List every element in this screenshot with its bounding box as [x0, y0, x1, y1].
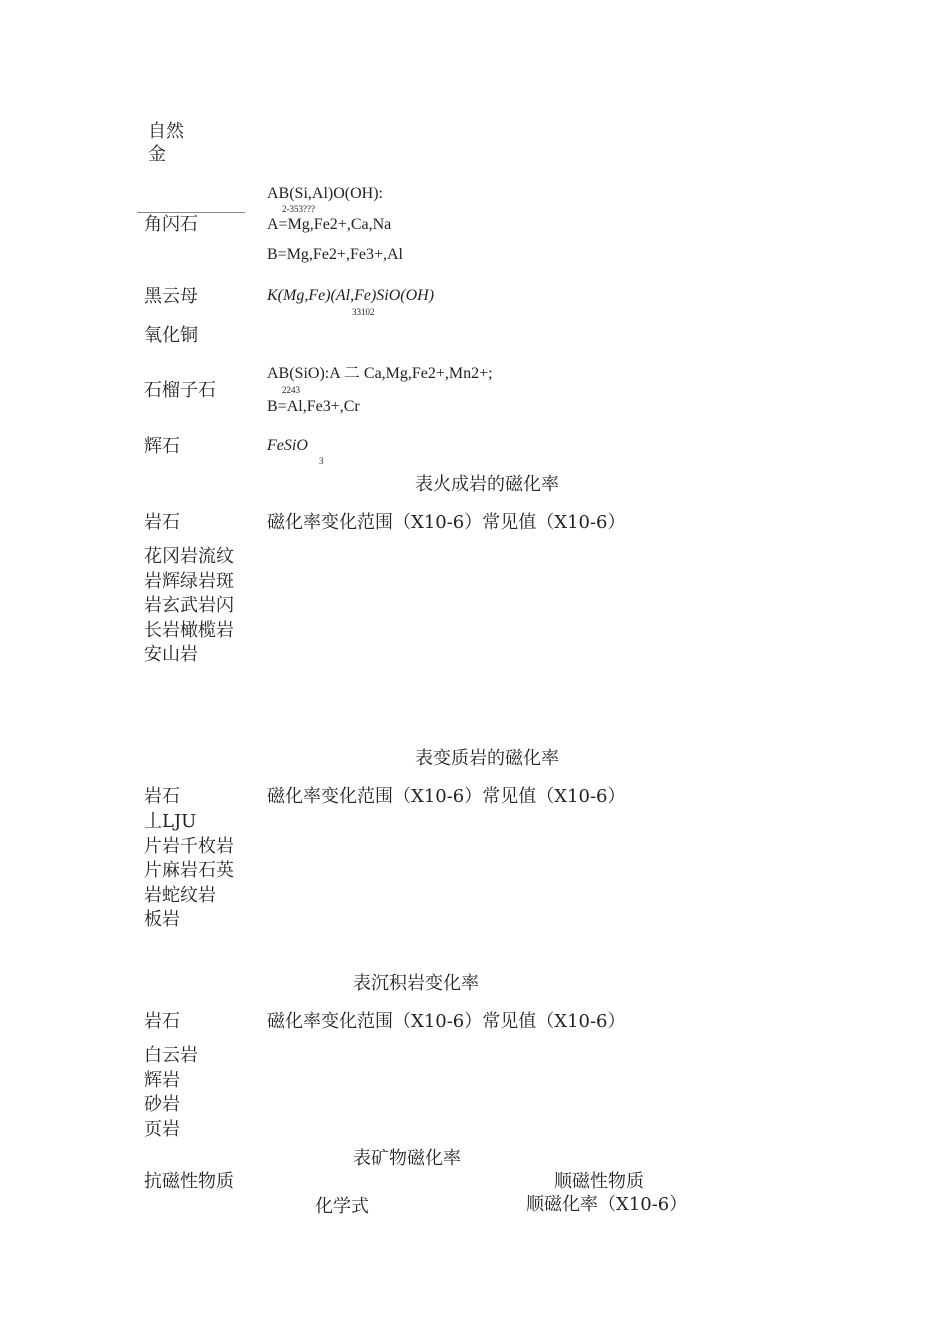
- igneous-rock-list: [144, 545, 234, 668]
- list-item: 片岩千枚岩: [144, 835, 234, 857]
- list-item: 安山岩: [144, 644, 198, 665]
- list-item: 白云岩: [144, 1045, 198, 1066]
- copper-oxide-label: 氧化铜: [144, 325, 198, 346]
- biotite-label: 黑云母: [144, 286, 198, 307]
- list-item: 长岩橄榄岩: [144, 619, 234, 641]
- garnet-formula-2: B=Al,Fe3+,Cr: [267, 398, 360, 415]
- pyroxene-label: 辉石: [144, 436, 180, 457]
- list-item: 岩辉绿岩斑: [144, 570, 234, 592]
- metamorphic-rock-list: [144, 810, 234, 933]
- list-item: 页岩: [144, 1118, 180, 1140]
- igneous-header-range: 磁化率变化范围（X10-6）常见值（X10-6）: [267, 512, 626, 533]
- pyroxene-formula: FeSiO: [267, 437, 308, 454]
- list-item: 花冈岩流纹: [144, 546, 234, 567]
- gold-label-line2: 金: [148, 144, 166, 165]
- garnet-formula-subscripts: 2243: [282, 385, 300, 395]
- metamorphic-header-range: 磁化率变化范围（X10-6）常见值（X10-6）: [267, 786, 626, 807]
- list-item: 砂岩: [144, 1094, 180, 1115]
- sedimentary-header-range: 磁化率变化范围（X10-6）常见值（X10-6）: [267, 1011, 626, 1032]
- list-item: 岩蛇纹岩: [144, 884, 216, 906]
- garnet-formula-1: AB(SiO):A 二 Ca,Mg,Fe2+,Mn2+;: [267, 365, 493, 382]
- hornblende-label: 角闪石: [144, 214, 198, 235]
- paramagnetic-susceptibility-header: 顺磁化率（X10-6）: [526, 1194, 688, 1215]
- garnet-label: 石榴子石: [144, 380, 216, 401]
- hornblende-formula-2: A=Mg,Fe2+,Ca,Na: [267, 216, 392, 233]
- list-item: 片麻岩石英: [144, 860, 234, 881]
- list-item: 辉岩: [144, 1069, 180, 1091]
- pyroxene-formula-subscript: 3: [319, 456, 324, 466]
- sedimentary-header-rock: 岩石: [144, 1011, 180, 1032]
- formula-header: 化学式: [315, 1196, 369, 1217]
- hornblende-formula-1: AB(Si,Al)O(OH):: [267, 185, 383, 202]
- sedimentary-table-title: 表沉积岩变化率: [353, 973, 479, 994]
- list-item: 岩玄武岩闪: [144, 595, 234, 616]
- metamorphic-header-rock: 岩石: [144, 786, 180, 807]
- hornblende-formula-subscripts: 2-353???: [282, 204, 315, 214]
- diamagnetic-header: 抗磁性物质: [144, 1171, 234, 1192]
- metamorphic-table-title: 表变质岩的磁化率: [415, 748, 559, 769]
- paramagnetic-header: 顺磁性物质: [554, 1171, 644, 1192]
- mineral-table-title: 表矿物磁化率: [353, 1148, 461, 1169]
- sedimentary-rock-list: [144, 1044, 198, 1142]
- hornblende-formula-3: B=Mg,Fe2+,Fe3+,Al: [267, 246, 403, 263]
- divider-line: [137, 212, 245, 213]
- list-item: 丄LJU: [144, 811, 197, 832]
- biotite-formula-subscripts: 33102: [352, 307, 375, 317]
- igneous-table-title: 表火成岩的磁化率: [415, 474, 559, 495]
- biotite-formula: K(Mg,Fe)(Al,Fe)SiO(OH): [267, 287, 435, 304]
- igneous-header-rock: 岩石: [144, 512, 180, 533]
- list-item: 板岩: [144, 909, 180, 930]
- gold-label-line1: 自然: [148, 121, 184, 142]
